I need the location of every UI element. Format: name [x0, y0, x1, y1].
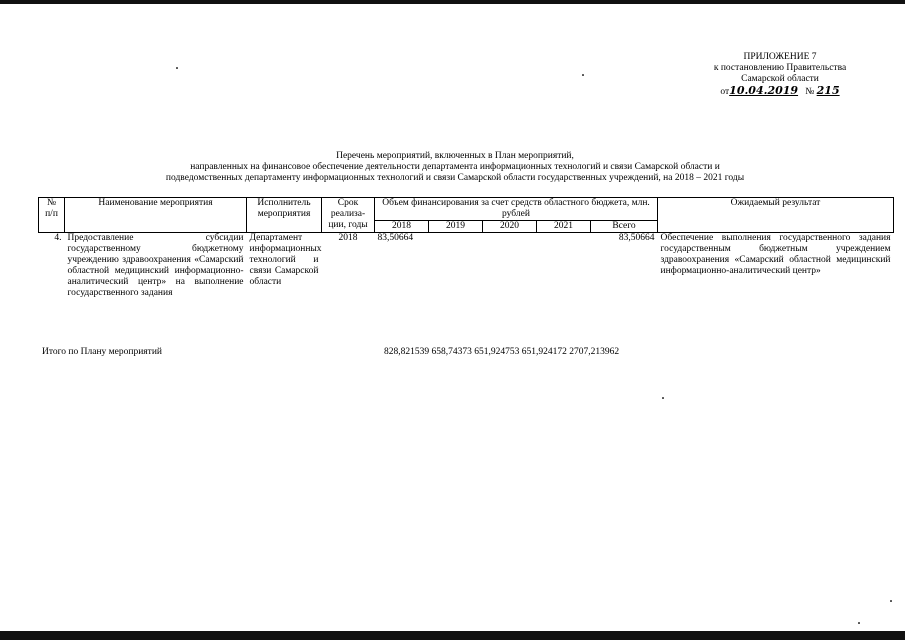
header-funding: Объем финансирования за счет средств областного бюджета, млн. рублей [375, 198, 658, 221]
appendix-region: Самарской области [741, 74, 819, 84]
header-year-2018: 2018 [375, 221, 429, 233]
header-num: № п/п [39, 198, 65, 233]
title-line-2: направленных на финансовое обеспечение деятельности департамента информационных технологий и связи Самарской области и [190, 162, 720, 172]
scan-speck [582, 74, 584, 76]
row-2019 [429, 233, 483, 300]
scan-border-bottom [0, 631, 905, 640]
scan-speck [858, 622, 860, 624]
row-2021 [537, 233, 591, 300]
header-term: Срок реализа-ции, годы [322, 198, 375, 233]
from-label: от [720, 87, 730, 97]
scan-border-top [0, 0, 905, 4]
appendix-decree: к постановлению Правительства [713, 63, 847, 73]
row-result: Обеспечение выполнения государственного задания государственным бюджетным учреждением здравоохранения «Самарский областной медицинский информационно-аналитический центр» [658, 233, 894, 300]
decree-date: 10.04.2019 [729, 84, 799, 97]
decree-number: 215 [816, 84, 840, 97]
header-year-2020: 2020 [483, 221, 537, 233]
scan-speck [176, 67, 178, 69]
row-term: 2018 [322, 233, 375, 300]
appendix-signature-line [680, 85, 880, 98]
row-name: Предоставление субсидии государственному бюджетному учреждению здравоохранения «Самарский областной медицинский информационно-аналитический центр» на выполнение государственного задания [65, 233, 247, 300]
scan-speck [890, 600, 892, 602]
document-title [90, 151, 820, 184]
header-total: Всего [591, 221, 658, 233]
table-row [39, 233, 894, 300]
appendix-title: ПРИЛОЖЕНИЕ 7 [743, 52, 817, 62]
number-label: № [805, 87, 815, 97]
header-executor: Исполнитель мероприятия [247, 198, 322, 233]
title-line-3: подведомственных департаменту информационных технологий и связи Самарской области государственных учреждений, на 2018 – 2021 годы [165, 173, 745, 183]
row-num: 4. [39, 233, 65, 300]
row-2018: 83,50664 [375, 233, 429, 300]
row-2020 [483, 233, 537, 300]
measures-table [38, 197, 894, 299]
totals-values: 828,821539 658,74373 651,924753 651,924172 2707,213962 [384, 347, 620, 357]
header-year-2021: 2021 [537, 221, 591, 233]
header-year-2019: 2019 [429, 221, 483, 233]
row-executor: Департамент информационных технологий и связи Самарской области [247, 233, 322, 300]
header-result: Ожидаемый результат [658, 198, 894, 233]
row-total: 83,50664 [591, 233, 658, 300]
header-name: Наименование мероприятия [65, 198, 247, 233]
totals-label: Итого по Плану мероприятий [42, 347, 162, 357]
appendix-block [680, 52, 880, 98]
title-line-1: Перечень мероприятий, включенных в План мероприятий, [336, 151, 574, 161]
scan-speck [662, 397, 664, 399]
